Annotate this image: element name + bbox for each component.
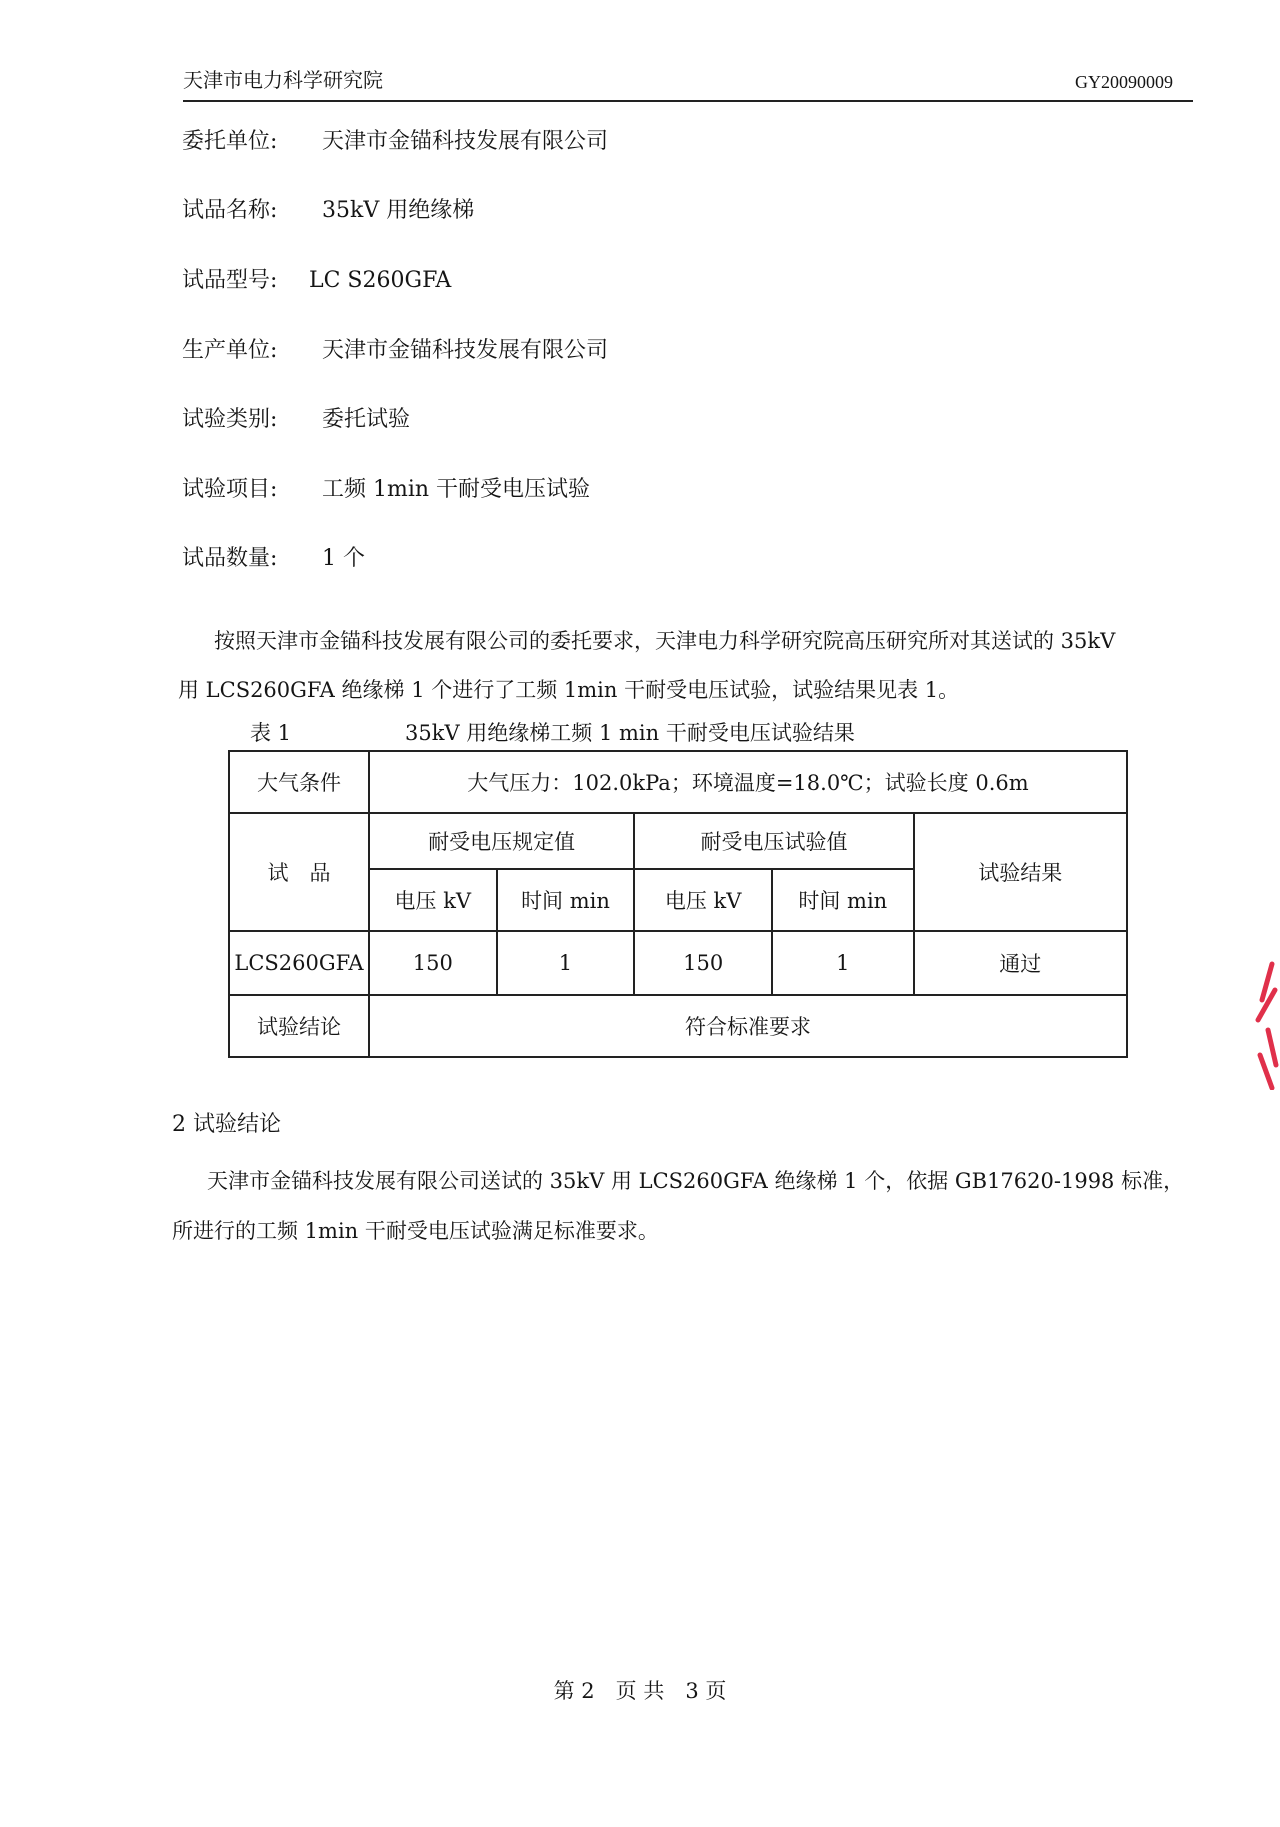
sample-header: 试 品	[229, 813, 369, 931]
intro-line-2: 用 LCS260GFA 绝缘梯 1 个进行了工频 1min 干耐受电压试验，试验结果见表 1。	[178, 678, 960, 702]
report-code: GY20090009	[1075, 72, 1173, 92]
conclusion-value: 符合标准要求	[369, 995, 1127, 1057]
field-label: 委托单位:	[182, 129, 278, 154]
field-value: 1 个	[322, 546, 365, 571]
spec-time-cell: 1	[497, 931, 635, 995]
results-table	[228, 750, 1128, 1058]
table-row	[229, 813, 1127, 869]
atm-label: 大气条件	[229, 751, 369, 813]
result-header: 试验结果	[914, 813, 1127, 931]
field-value: 35kV 用绝缘梯	[322, 198, 475, 223]
field-label: 试验类别:	[182, 407, 278, 432]
table-title: 35kV 用绝缘梯工频 1 min 干耐受电压试验结果	[405, 721, 855, 745]
spec-voltage-cell: 150	[369, 931, 497, 995]
field-sample-model	[182, 263, 451, 294]
test-voltage-cell: 150	[634, 931, 772, 995]
page-header	[183, 64, 1193, 102]
table-label: 表 1	[250, 721, 292, 745]
table-row	[229, 931, 1127, 995]
spec-voltage-header: 电压 kV	[369, 869, 497, 931]
field-value: LC S260GFA	[309, 268, 452, 293]
intro-line-1: 按照天津市金锚科技发展有限公司的委托要求，天津电力科学研究院高压研究所对其送试的 35kV	[214, 629, 1116, 653]
field-value: 天津市金锚科技发展有限公司	[322, 129, 609, 154]
conclusion-line-1: 天津市金锚科技发展有限公司送试的 35kV 用 LCS260GFA 绝缘梯 1 个，依据 GB17620-1998 标准，	[207, 1169, 1185, 1193]
table-row	[229, 995, 1127, 1057]
header-org: 天津市电力科学研究院	[183, 68, 383, 92]
field-manufacturer	[182, 333, 608, 364]
section-title: 2 试验结论	[172, 1112, 281, 1137]
sample-cell: LCS260GFA	[229, 931, 369, 995]
stamp-edge-mark	[1250, 960, 1280, 1090]
field-value: 工频 1min 干耐受电压试验	[322, 477, 591, 502]
field-label: 试品型号:	[182, 268, 278, 293]
atm-value: 大气压力：102.0kPa；环境温度=18.0℃；试验长度 0.6m	[369, 751, 1127, 813]
field-client	[182, 124, 608, 155]
field-label: 试品数量:	[182, 546, 278, 571]
field-value: 委托试验	[322, 407, 411, 432]
test-voltage-header: 电压 kV	[634, 869, 772, 931]
field-label: 试品名称:	[182, 198, 278, 223]
field-label: 生产单位:	[182, 338, 278, 363]
field-label: 试验项目:	[182, 477, 278, 502]
result-cell: 通过	[914, 931, 1127, 995]
field-test-type	[182, 402, 410, 433]
conclusion-line-2: 所进行的工频 1min 干耐受电压试验满足标准要求。	[172, 1219, 659, 1243]
test-time-cell: 1	[772, 931, 914, 995]
table-row	[229, 751, 1127, 813]
field-sample-name	[182, 193, 474, 224]
test-time-header: 时间 min	[772, 869, 914, 931]
test-group-header: 耐受电压试验值	[634, 813, 913, 869]
field-test-item	[182, 472, 590, 503]
spec-group-header: 耐受电压规定值	[369, 813, 634, 869]
page-footer: 第 2 页 共 3 页	[553, 1679, 727, 1703]
field-quantity	[182, 541, 365, 572]
field-value: 天津市金锚科技发展有限公司	[322, 338, 609, 363]
spec-time-header: 时间 min	[497, 869, 635, 931]
conclusion-label: 试验结论	[229, 995, 369, 1057]
